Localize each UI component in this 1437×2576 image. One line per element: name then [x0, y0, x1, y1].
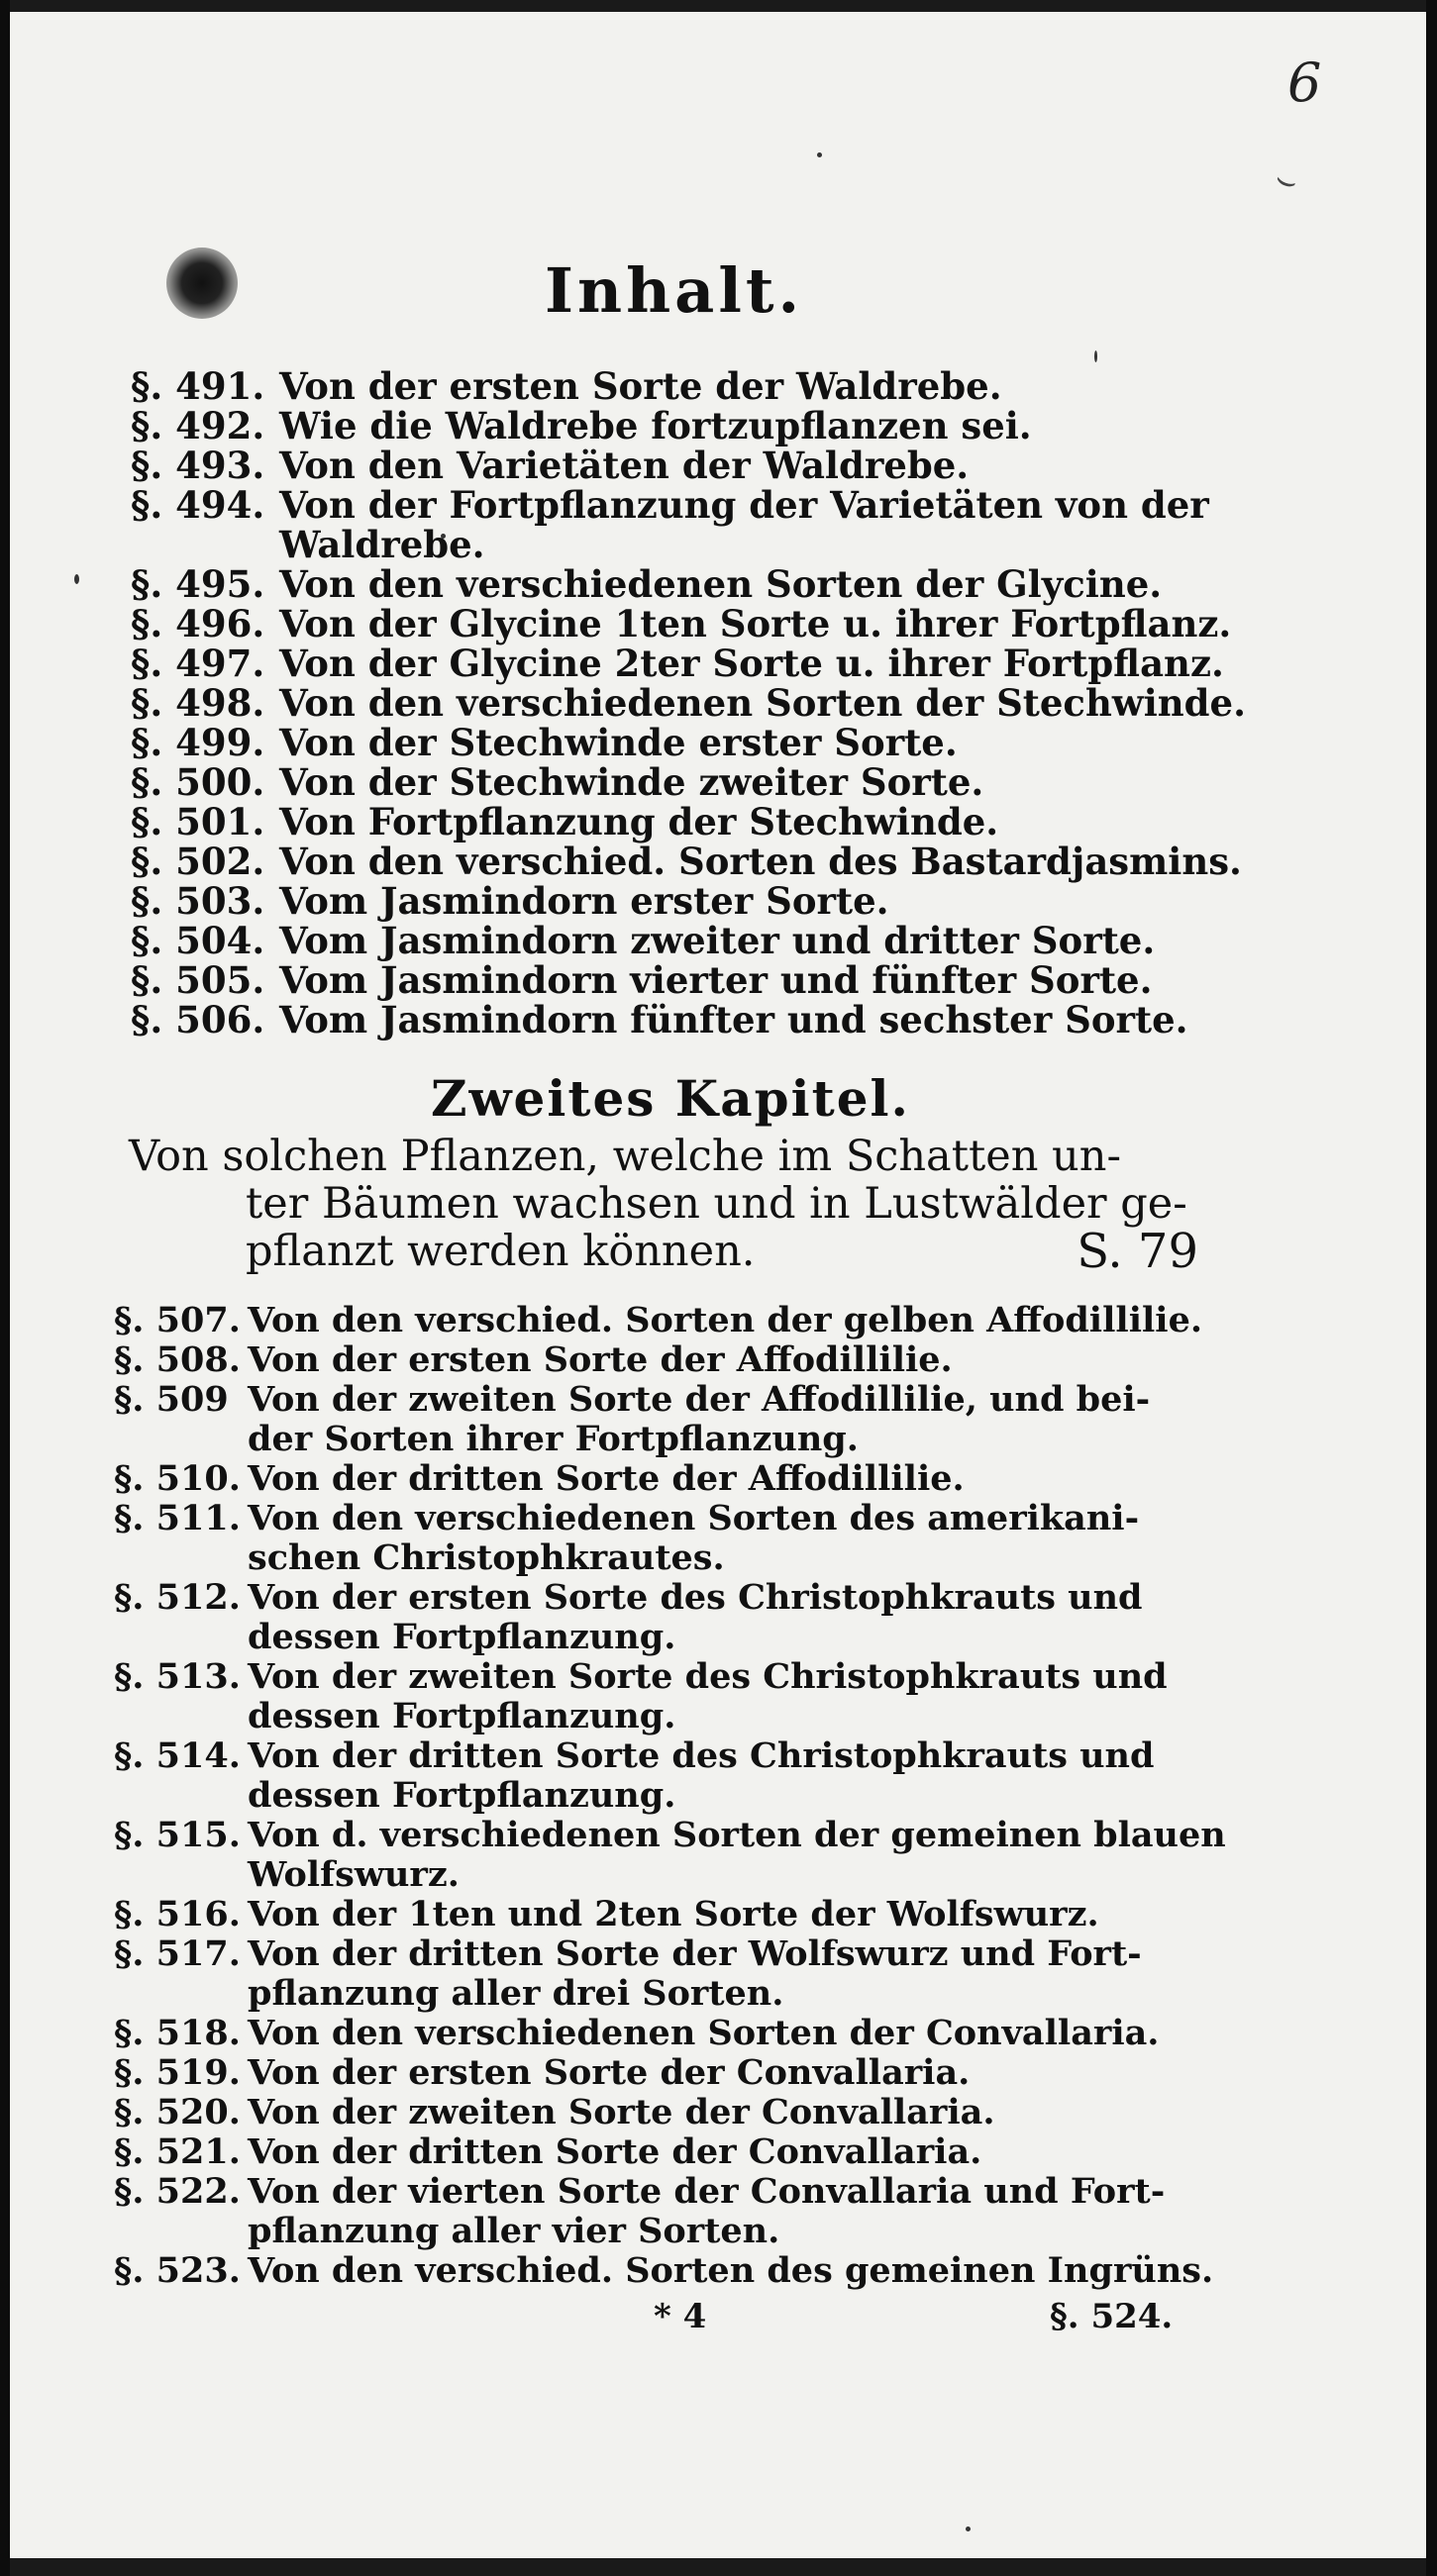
toc-entry [114, 2132, 1183, 2172]
entry-title: Vom Jasmindorn erster Sorte. [279, 879, 889, 923]
toc-entry [114, 1499, 1183, 1578]
paragraph-number: §. 509 [114, 1379, 229, 1420]
toc-entry [114, 2172, 1183, 2251]
entry-title: Von der ersten Sorte der Waldrebe. [279, 364, 1002, 408]
entry-title: Von der Glycine 1ten Sorte u. ihrer Fortpflanz. [279, 602, 1232, 645]
entry-title: Von den verschiedenen Sorten der Convallaria. [248, 2013, 1160, 2053]
toc-entry [114, 1736, 1183, 1816]
entry-title: Von der dritten Sorte der Affodillilie. [248, 1458, 965, 1499]
chapter-page-reference: S. 79 [1077, 1224, 1198, 1279]
entry-title: Von der ersten Sorte der Convallaria. [248, 2052, 971, 2093]
toc-entry [114, 1459, 1183, 1499]
paragraph-number: §. 513. [114, 1656, 241, 1697]
handwritten-mark: ⌣ [1269, 157, 1304, 203]
entry-title: Von der Stechwinde zweiter Sorte. [279, 760, 984, 804]
toc-entry [131, 406, 1180, 446]
toc-entry [131, 840, 1242, 883]
entry-title: Von der Fortpflanzung der Varietäten von der [279, 483, 1209, 527]
toc-entry [114, 2093, 1183, 2132]
entry-title: Von der ersten Sorte der Affodillilie. [248, 1339, 953, 1380]
entry-title: Von den verschied. Sorten des gemeinen Ingrüns. [248, 2250, 1214, 2291]
entry-title: Von der 1ten und 2ten Sorte der Wolfswurz. [248, 1894, 1099, 1934]
entry-title: Von den Varietäten der Waldrebe. [279, 444, 970, 487]
toc-entry [114, 1578, 1183, 1657]
toc-entry [114, 2250, 1214, 2291]
toc-entry [131, 960, 1180, 1000]
toc-entry [114, 1340, 1183, 1380]
toc-entry [131, 564, 1180, 604]
paragraph-number: §. 514. [114, 1735, 241, 1776]
chapter-subtitle-line: Von solchen Pflanzen, welche im Schatten un- [129, 1132, 1121, 1181]
toc-entry [114, 1657, 1183, 1736]
toc-entry [131, 762, 1180, 802]
paragraph-number: §. 511. [114, 1498, 241, 1538]
paragraph-number: §. 495. [131, 562, 265, 606]
toc-entry [131, 681, 1246, 725]
paragraph-number: §. 504. [131, 919, 265, 962]
ink-speck [966, 2526, 971, 2531]
paragraph-number: §. 507. [114, 1300, 241, 1340]
ink-speck [74, 574, 79, 584]
entry-title: Von der dritten Sorte der Wolfswurz und Fort- [248, 1933, 1142, 1974]
entry-title-continuation: schen Christophkrautes. [248, 1537, 725, 1578]
toc-entry [131, 366, 1180, 406]
toc-section-one [131, 364, 1246, 1041]
scan-edge-left [0, 0, 10, 2576]
paragraph-number: §. 518. [114, 2013, 241, 2053]
entry-title: Von der zweiten Sorte der Affodillilie, und bei- [248, 1379, 1151, 1420]
paragraph-number: §. 508. [114, 1339, 241, 1380]
paragraph-number: §. 522. [114, 2171, 241, 2212]
chapter-subtitle [129, 1132, 1198, 1279]
entry-title: Von der vierten Sorte der Convallaria und Fort- [248, 2171, 1166, 2212]
toc-entry [114, 2053, 1183, 2093]
entry-title: Wie die Waldrebe fortzupflanzen sei. [279, 404, 1032, 447]
entry-title: Von der zweiten Sorte des Christophkrauts und [248, 1656, 1168, 1697]
paragraph-number: §. 510. [114, 1458, 241, 1499]
paragraph-number: §. 523. [114, 2250, 241, 2291]
ink-speck [1094, 350, 1097, 362]
toc-entry [131, 881, 1180, 921]
paragraph-number: §. 503. [131, 879, 265, 923]
paragraph-number: §. 512. [114, 1577, 241, 1618]
entry-title: Von der dritten Sorte des Christophkrauts und [248, 1735, 1155, 1776]
entry-title-continuation: pflanzung aller drei Sorten. [248, 1973, 784, 2014]
paragraph-number: §. 492. [131, 404, 265, 447]
toc-entry [131, 723, 1180, 762]
entry-title-continuation: Wolfswurz. [248, 1854, 460, 1895]
toc-entry [114, 1934, 1183, 2014]
entry-title: Von der Glycine 2ter Sorte u. ihrer Fortpflanz. [279, 642, 1224, 685]
paragraph-number: §. 506. [131, 998, 265, 1041]
catchword: §. 524. [1050, 2297, 1174, 2336]
paragraph-number: §. 491. [131, 364, 265, 408]
signature-mark: * 4 [654, 2297, 707, 2336]
entry-title: Von den verschiedenen Sorten der Glycine. [279, 562, 1163, 606]
entry-title: Von den verschiedenen Sorten der Stechwinde. [279, 681, 1246, 725]
scan-edge-right [1426, 0, 1437, 2576]
paragraph-number: §. 516. [114, 1894, 241, 1934]
entry-title: Vom Jasmindorn vierter und fünfter Sorte. [279, 958, 1153, 1002]
entry-title: Von den verschied. Sorten der gelben Affodillilie. [248, 1300, 1203, 1340]
entry-title-continuation: dessen Fortpflanzung. [248, 1617, 676, 1657]
toc-entry [114, 2014, 1183, 2053]
paragraph-number: §. 500. [131, 760, 265, 804]
paragraph-number: §. 520. [114, 2092, 241, 2132]
entry-title: Vom Jasmindorn fünfter und sechster Sorte. [279, 998, 1188, 1041]
entry-title-continuation: Waldrebe. [279, 523, 485, 566]
toc-entry [131, 998, 1188, 1041]
toc-entry [131, 921, 1180, 960]
chapter-title: Zweites Kapitel. [431, 1069, 910, 1128]
paragraph-number: §. 501. [131, 800, 265, 843]
paragraph-number: §. 515. [114, 1815, 241, 1855]
entry-title: Von der Stechwinde erster Sorte. [279, 721, 958, 764]
paragraph-number: §. 497. [131, 642, 265, 685]
paragraph-number: §. 521. [114, 2131, 241, 2172]
chapter-subtitle-line: ter Bäumen wachsen und in Lustwälder ge- [246, 1179, 1187, 1229]
paragraph-number: §. 499. [131, 721, 265, 764]
paragraph-number: §. 519. [114, 2052, 241, 2093]
paragraph-number: §. 517. [114, 1933, 241, 1974]
chapter-subtitle-line: pflanzt werden können. [246, 1227, 756, 1276]
entry-title: Von der zweiten Sorte der Convallaria. [248, 2092, 995, 2132]
toc-entry [114, 1380, 1183, 1459]
toc-section-two [114, 1300, 1226, 2291]
page-number: 6 [1287, 51, 1322, 114]
toc-entry [131, 483, 1209, 566]
page-title: Inhalt. [545, 254, 804, 327]
entry-title: Von der dritten Sorte der Convallaria. [248, 2131, 982, 2172]
entry-title: Von der ersten Sorte des Christophkrauts und [248, 1577, 1143, 1618]
entry-title: Von Fortpflanzung der Stechwinde. [279, 800, 999, 843]
toc-entry [114, 1815, 1226, 1895]
book-page [10, 12, 1426, 2558]
entry-title: Von den verschiedenen Sorten des amerikani- [248, 1498, 1140, 1538]
ink-speck [817, 152, 822, 157]
entry-title: Vom Jasmindorn zweiter und dritter Sorte. [279, 919, 1156, 962]
entry-title-continuation: pflanzung aller vier Sorten. [248, 2211, 780, 2251]
toc-entry [131, 602, 1232, 645]
ink-blot [166, 248, 238, 319]
paragraph-number: §. 498. [131, 681, 265, 725]
entry-title-continuation: dessen Fortpflanzung. [248, 1775, 676, 1816]
paragraph-number: §. 494. [131, 483, 265, 527]
toc-entry [131, 642, 1224, 685]
entry-title-continuation: der Sorten ihrer Fortpflanzung. [248, 1419, 859, 1459]
paragraph-number: §. 505. [131, 958, 265, 1002]
toc-entry [114, 1895, 1183, 1934]
paragraph-number: §. 502. [131, 840, 265, 883]
toc-entry [131, 446, 1180, 485]
paragraph-number: §. 496. [131, 602, 265, 645]
toc-entry [131, 802, 1180, 842]
entry-title: Von d. verschiedenen Sorten der gemeinen blauen [248, 1815, 1226, 1855]
toc-entry [114, 1300, 1203, 1340]
entry-title: Von den verschied. Sorten des Bastardjasmins. [279, 840, 1242, 883]
entry-title-continuation: dessen Fortpflanzung. [248, 1696, 676, 1736]
paragraph-number: §. 493. [131, 444, 265, 487]
